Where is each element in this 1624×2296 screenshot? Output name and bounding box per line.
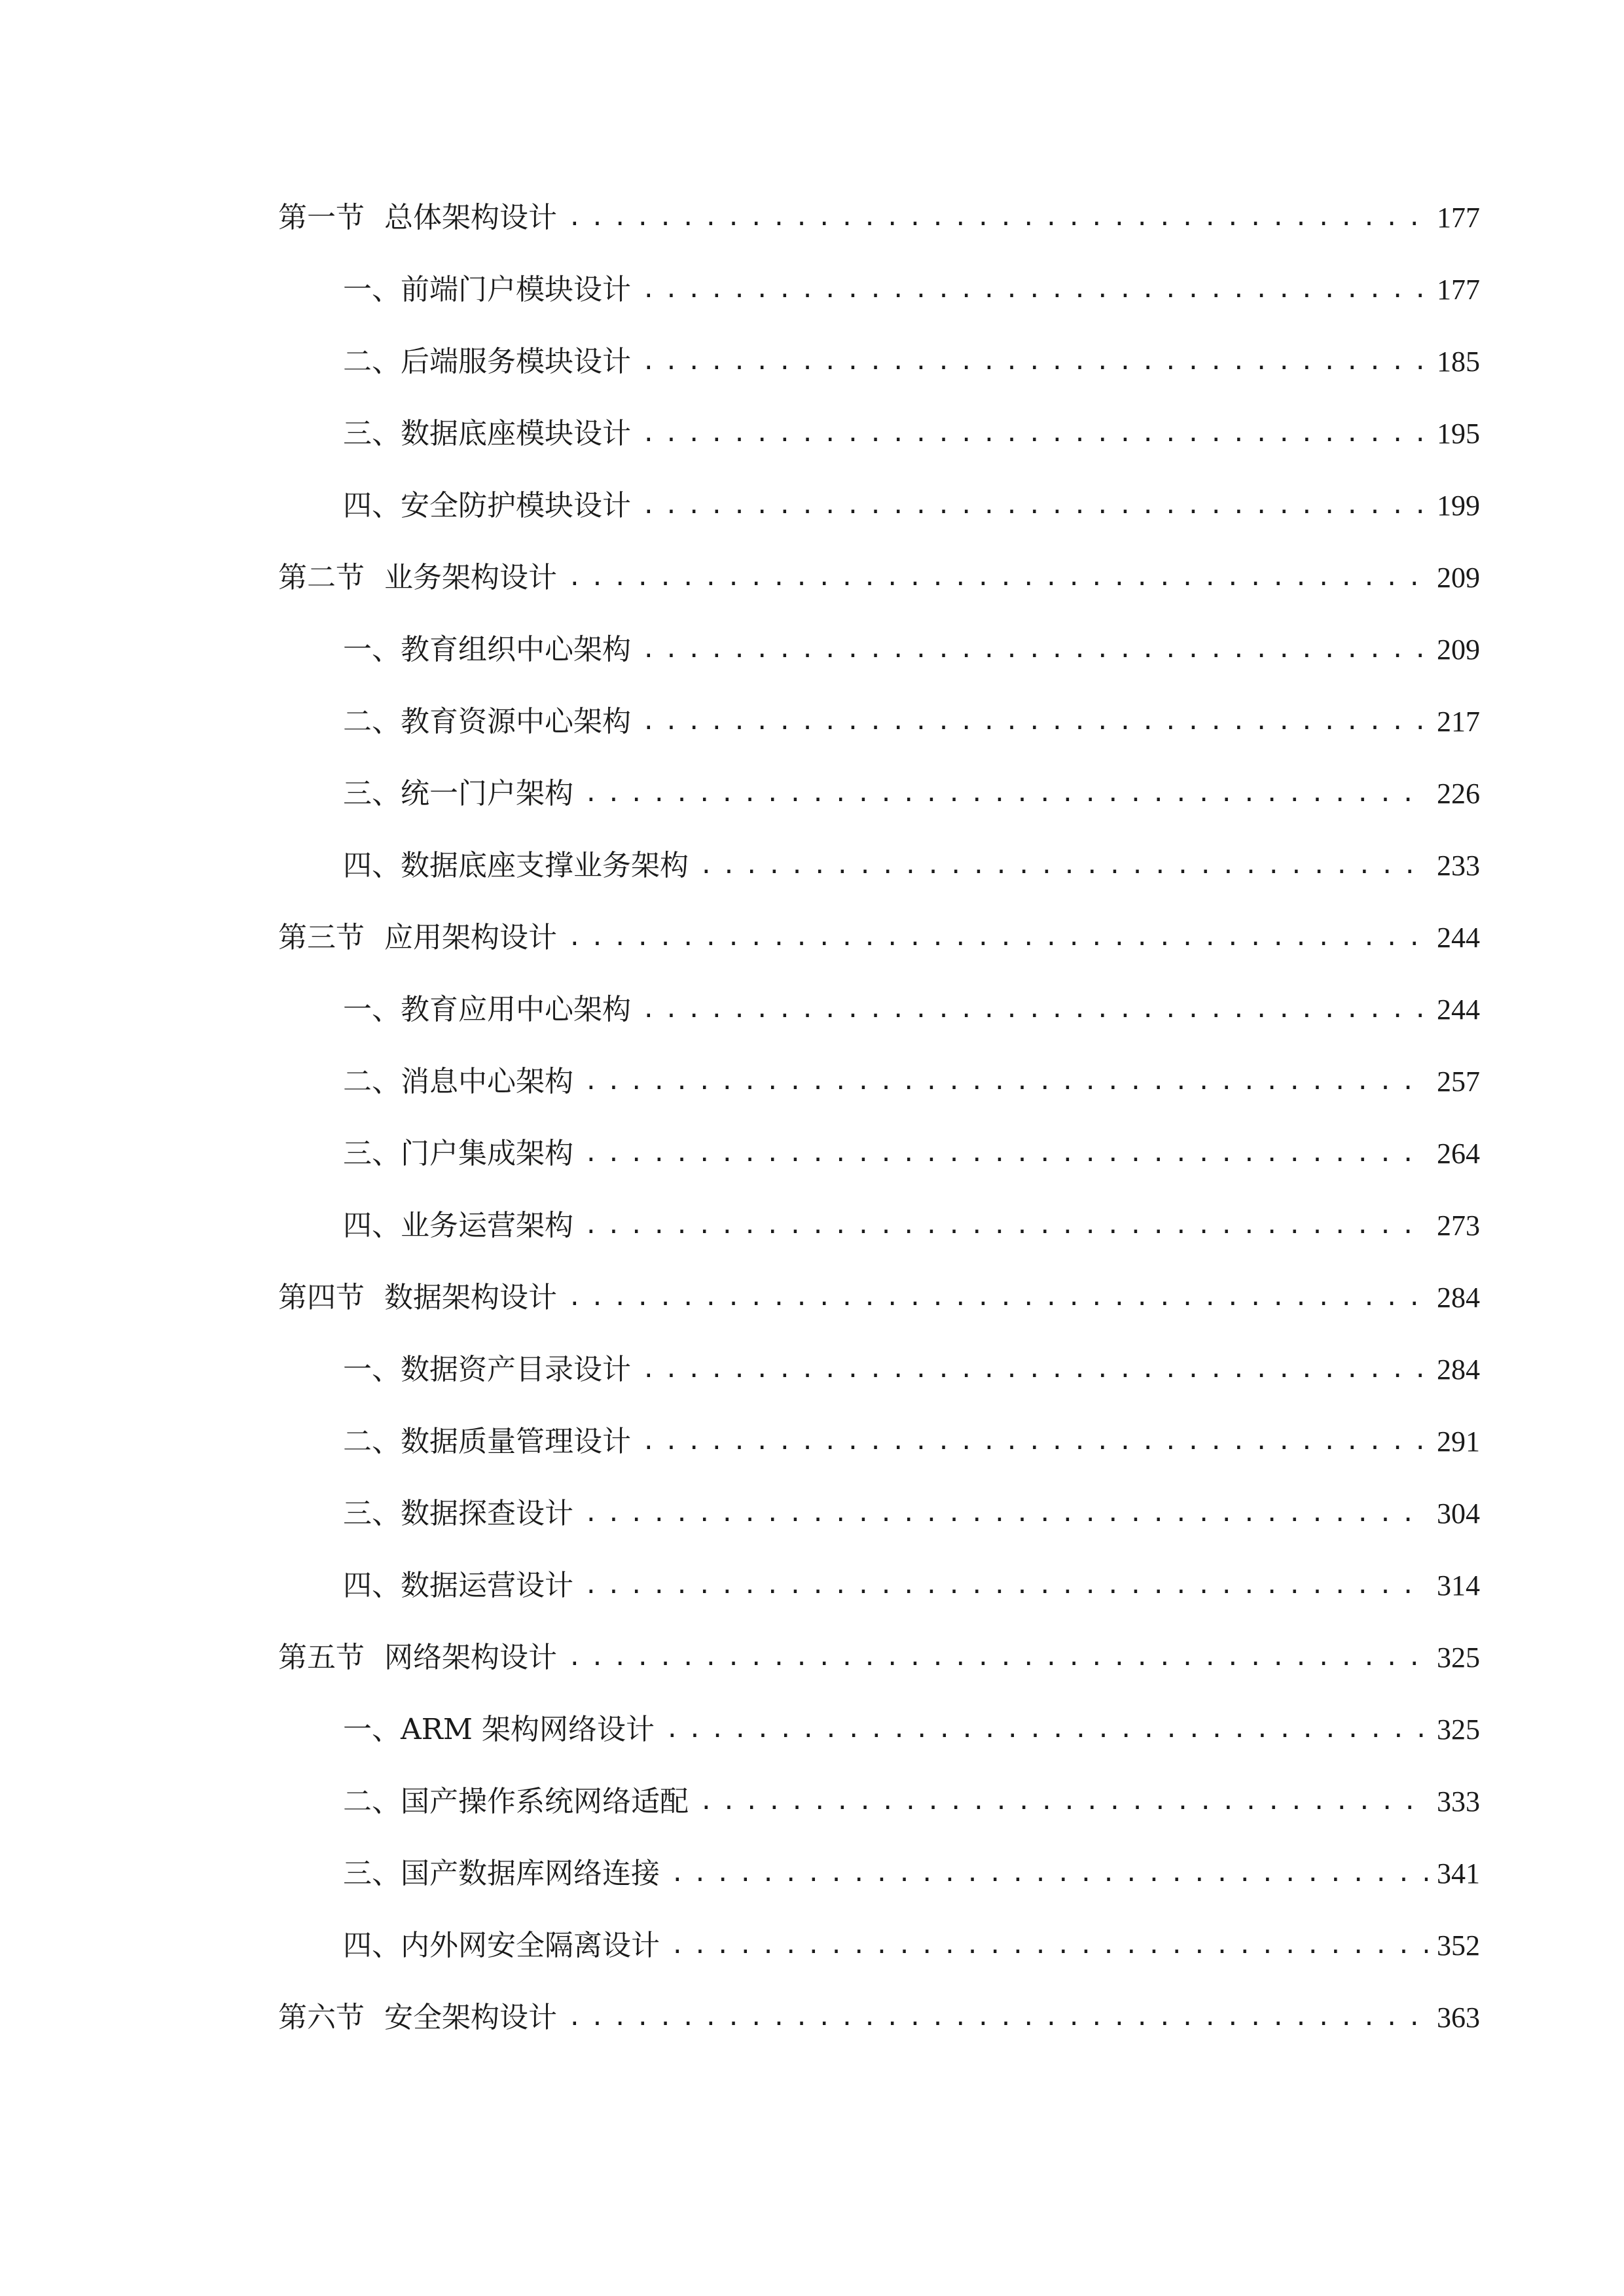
- toc-subsection-entry[interactable]: [0, 1190, 1624, 1262]
- toc-section-entry[interactable]: [0, 1262, 1624, 1334]
- toc-dot-leader: [584, 1571, 1428, 1601]
- toc-dot-leader: [699, 1787, 1428, 1817]
- toc-page-number: 209: [1437, 562, 1480, 594]
- toc-entry-title: 消息中心架构: [401, 1065, 573, 1098]
- toc-page-number: 363: [1437, 2001, 1480, 2034]
- toc-dot-leader: [641, 1427, 1428, 1457]
- toc-dot-leader: [641, 635, 1428, 665]
- toc-entry-number: 第五节: [278, 1641, 365, 1674]
- toc-subsection-entry[interactable]: [0, 1406, 1624, 1478]
- toc-entry-title: 教育应用中心架构: [401, 993, 631, 1026]
- toc-page-number: 209: [1437, 634, 1480, 666]
- toc-entry-number: 四、: [343, 1569, 401, 1602]
- toc-subsection-entry[interactable]: [0, 1478, 1624, 1550]
- toc-subsection-entry[interactable]: [0, 830, 1624, 902]
- toc-entry-number: 二、: [343, 345, 401, 378]
- table-of-contents: [0, 182, 1624, 2054]
- toc-page-number: 177: [1437, 274, 1480, 306]
- toc-entry-title: 业务架构设计: [384, 561, 557, 594]
- toc-entry-number: 四、: [343, 1209, 401, 1242]
- toc-dot-leader: [568, 563, 1428, 593]
- toc-dot-leader: [568, 1643, 1428, 1673]
- toc-entry-title: ARM 架构网络设计: [401, 1713, 655, 1746]
- toc-dot-leader: [670, 1931, 1428, 1961]
- toc-page-number: 325: [1437, 1713, 1480, 1746]
- toc-entry-number: 四、: [343, 1929, 401, 1962]
- toc-dot-leader: [584, 779, 1428, 809]
- toc-page-number: 177: [1437, 202, 1480, 234]
- toc-entry-number: 二、: [343, 1425, 401, 1458]
- toc-page-number: 264: [1437, 1138, 1480, 1170]
- toc-subsection-entry[interactable]: [0, 974, 1624, 1046]
- toc-subsection-entry[interactable]: [0, 758, 1624, 830]
- toc-subsection-entry[interactable]: [0, 254, 1624, 326]
- toc-dot-leader: [568, 203, 1428, 233]
- toc-entry-number: 第三节: [278, 921, 365, 954]
- toc-page-number: 284: [1437, 1354, 1480, 1386]
- toc-entry-title: 数据运营设计: [401, 1569, 573, 1602]
- toc-entry-number: 四、: [343, 849, 401, 882]
- toc-dot-leader: [584, 1211, 1428, 1241]
- toc-dot-leader: [641, 347, 1428, 377]
- toc-entry-number: 三、: [343, 417, 401, 450]
- toc-entry-title: 安全架构设计: [384, 2001, 557, 2034]
- toc-page-number: 314: [1437, 1570, 1480, 1602]
- toc-subsection-entry[interactable]: [0, 1766, 1624, 1838]
- toc-dot-leader: [670, 1859, 1428, 1889]
- toc-entry-number: 四、: [343, 489, 401, 522]
- toc-page-number: 304: [1437, 1498, 1480, 1530]
- toc-entry-title: 数据探查设计: [401, 1497, 573, 1530]
- toc-subsection-entry[interactable]: [0, 1118, 1624, 1190]
- toc-entry-number: 三、: [343, 777, 401, 810]
- toc-dot-leader: [584, 1067, 1428, 1097]
- toc-dot-leader: [641, 491, 1428, 521]
- toc-entry-number: 一、: [343, 1713, 401, 1746]
- toc-page-number: 226: [1437, 778, 1480, 810]
- toc-entry-number: 二、: [343, 705, 401, 738]
- toc-entry-title: 数据底座模块设计: [401, 417, 631, 450]
- toc-entry-title: 后端服务模块设计: [401, 345, 631, 378]
- toc-entry-title: 国产操作系统网络适配: [401, 1785, 689, 1818]
- toc-entry-number: 第六节: [278, 2001, 365, 2034]
- toc-entry-number: 三、: [343, 1857, 401, 1890]
- toc-page-number: 195: [1437, 418, 1480, 450]
- toc-page-number: 185: [1437, 346, 1480, 378]
- toc-page-number: 244: [1437, 994, 1480, 1026]
- toc-entry-title: 统一门户架构: [401, 777, 573, 810]
- toc-page-number: 217: [1437, 706, 1480, 738]
- toc-section-entry[interactable]: [0, 1982, 1624, 2054]
- toc-page-number: 341: [1437, 1857, 1480, 1890]
- toc-section-entry[interactable]: [0, 182, 1624, 254]
- toc-entry-number: 一、: [343, 993, 401, 1026]
- toc-entry-title: 数据架构设计: [384, 1281, 557, 1314]
- toc-subsection-entry[interactable]: [0, 398, 1624, 470]
- toc-section-entry[interactable]: [0, 1622, 1624, 1694]
- toc-page-number: 284: [1437, 1282, 1480, 1314]
- toc-dot-leader: [568, 2003, 1428, 2033]
- toc-subsection-entry[interactable]: [0, 1838, 1624, 1910]
- toc-dot-leader: [584, 1139, 1428, 1169]
- toc-entry-number: 二、: [343, 1065, 401, 1098]
- toc-entry-number: 三、: [343, 1497, 401, 1530]
- toc-entry-title: 内外网安全隔离设计: [401, 1929, 660, 1962]
- toc-subsection-entry[interactable]: [0, 1334, 1624, 1406]
- toc-dot-leader: [568, 1283, 1428, 1313]
- toc-entry-title: 国产数据库网络连接: [401, 1857, 660, 1890]
- toc-dot-leader: [641, 995, 1428, 1025]
- toc-subsection-entry[interactable]: [0, 686, 1624, 758]
- toc-subsection-entry[interactable]: [0, 1910, 1624, 1982]
- toc-subsection-entry[interactable]: [0, 1046, 1624, 1118]
- toc-entry-title: 应用架构设计: [384, 921, 557, 954]
- toc-entry-title: 数据质量管理设计: [401, 1425, 631, 1458]
- toc-dot-leader: [568, 923, 1428, 953]
- toc-dot-leader: [641, 1355, 1428, 1385]
- toc-page-number: 291: [1437, 1426, 1480, 1458]
- toc-subsection-entry[interactable]: [0, 326, 1624, 398]
- toc-page-number: 233: [1437, 850, 1480, 882]
- toc-section-entry[interactable]: [0, 542, 1624, 614]
- toc-subsection-entry[interactable]: [0, 470, 1624, 542]
- toc-page-number: 244: [1437, 922, 1480, 954]
- toc-entry-title: 门户集成架构: [401, 1137, 573, 1170]
- toc-entry-number: 第二节: [278, 561, 365, 594]
- toc-entry-title: 数据资产目录设计: [401, 1353, 631, 1386]
- toc-entry-number: 一、: [343, 1353, 401, 1386]
- toc-dot-leader: [584, 1499, 1428, 1529]
- toc-entry-number: 一、: [343, 633, 401, 666]
- toc-subsection-entry[interactable]: [0, 614, 1624, 686]
- toc-entry-title: 教育资源中心架构: [401, 705, 631, 738]
- toc-dot-leader: [641, 707, 1428, 737]
- toc-entry-number: 第一节: [278, 201, 365, 234]
- toc-entry-title: 安全防护模块设计: [401, 489, 631, 522]
- toc-entry-title: 前端门户模块设计: [401, 273, 631, 306]
- toc-page-number: 333: [1437, 1785, 1480, 1818]
- toc-subsection-entry[interactable]: [0, 1550, 1624, 1622]
- toc-entry-title: 数据底座支撑业务架构: [401, 849, 689, 882]
- toc-entry-title: 业务运营架构: [401, 1209, 573, 1242]
- toc-page-number: 273: [1437, 1210, 1480, 1242]
- toc-entry-title: 教育组织中心架构: [401, 633, 631, 666]
- toc-dot-leader: [699, 851, 1428, 881]
- toc-page-number: 325: [1437, 1641, 1480, 1674]
- toc-dot-leader: [665, 1715, 1428, 1745]
- toc-entry-number: 一、: [343, 273, 401, 306]
- toc-dot-leader: [641, 419, 1428, 449]
- toc-page-number: 352: [1437, 1929, 1480, 1962]
- toc-page-number: 199: [1437, 490, 1480, 522]
- toc-entry-number: 第四节: [278, 1281, 365, 1314]
- toc-entry-number: 二、: [343, 1785, 401, 1818]
- toc-subsection-entry[interactable]: [0, 1694, 1624, 1766]
- toc-entry-title: 网络架构设计: [384, 1641, 557, 1674]
- toc-entry-title: 总体架构设计: [384, 201, 557, 234]
- toc-dot-leader: [641, 275, 1428, 305]
- toc-section-entry[interactable]: [0, 902, 1624, 974]
- toc-page-number: 257: [1437, 1066, 1480, 1098]
- toc-entry-number: 三、: [343, 1137, 401, 1170]
